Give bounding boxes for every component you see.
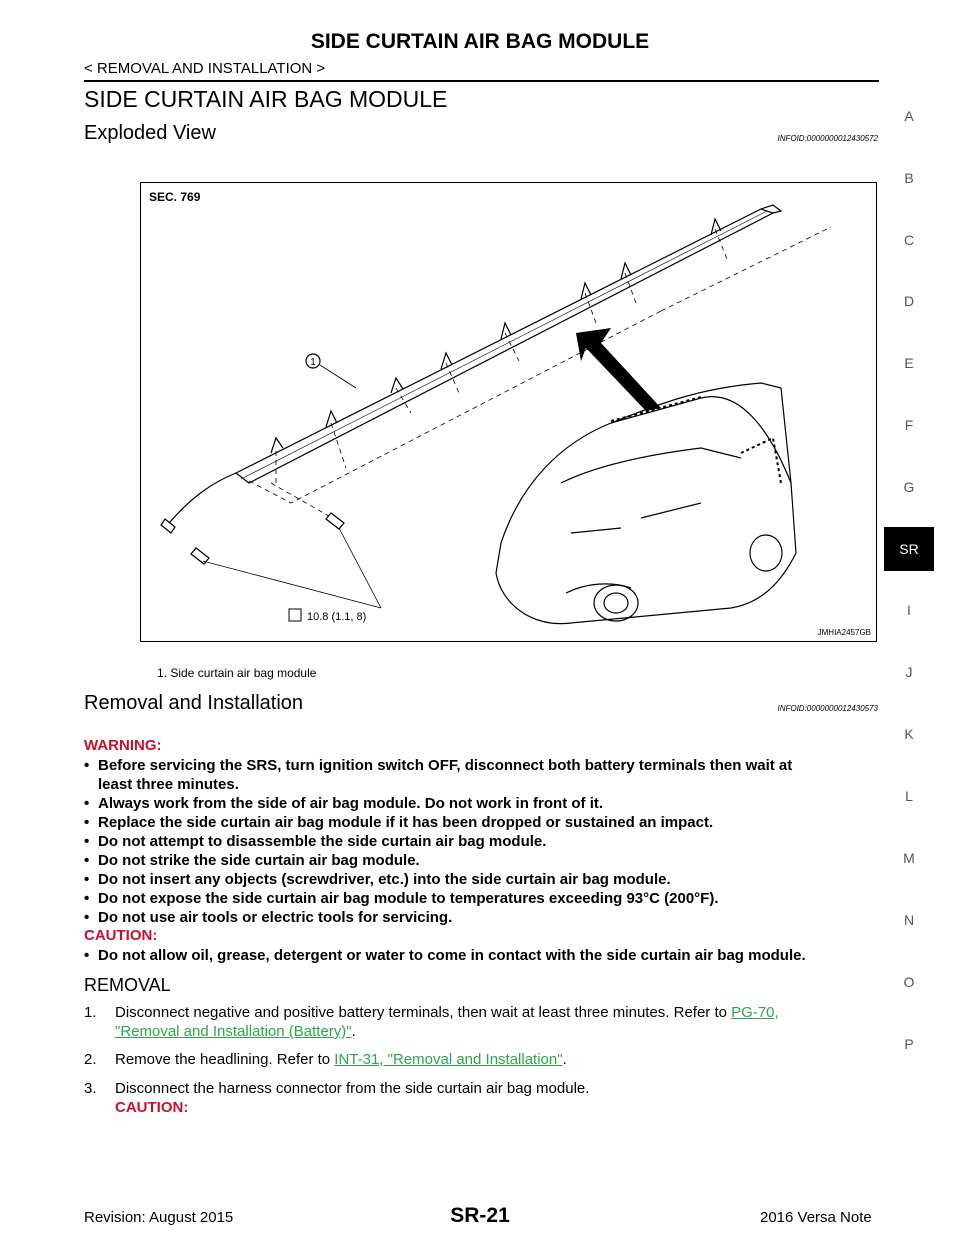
wrench-torque-icon (289, 609, 301, 621)
index-letter[interactable]: M (903, 850, 915, 866)
warning-item: • Do not attempt to disassemble the side curtain air bag module. (84, 833, 547, 850)
index-letter[interactable]: G (903, 479, 915, 495)
page-header-title: SIDE CURTAIN AIR BAG MODULE (310, 30, 650, 53)
section-title: SIDE CURTAIN AIR BAG MODULE (84, 86, 448, 112)
vehicle-outline (496, 383, 796, 624)
warning-item: • Do not expose the side curtain air bag module to temperatures exceeding 93°C (200°F). (84, 890, 719, 907)
torque-spec (289, 609, 366, 623)
warning-item: • Always work from the side of air bag module. Do not work in front of it. (84, 795, 604, 812)
warning-item: • Before servicing the SRS, turn ignition switch OFF, disconnect both battery terminals then wait at least three minutes. (84, 757, 793, 793)
figure-legend: 1. Side curtain air bag module (157, 666, 317, 680)
pointer-arrow (576, 328, 661, 411)
footer-page-number: SR-21 (450, 1204, 510, 1227)
index-letter[interactable]: L (905, 788, 913, 804)
warning-label: WARNING: (84, 737, 162, 754)
svg-text:10.8 (1.1, 8): 10.8 (1.1, 8) (307, 611, 367, 623)
index-letter[interactable]: N (903, 912, 915, 928)
index-letter[interactable]: P (904, 1036, 914, 1052)
battery-removal-link[interactable]: "Removal and Installation (Battery)" (115, 1023, 352, 1040)
removal-installation-infoid: INFOID:0000000012430573 (777, 704, 878, 713)
removal-installation-heading: Removal and Installation (84, 692, 304, 714)
removal-heading: REMOVAL (84, 975, 171, 995)
index-letter[interactable]: D (903, 293, 915, 309)
sec-label: SEC. 769 (149, 190, 201, 204)
footer-revision: Revision: August 2015 (84, 1209, 234, 1226)
caution-item: • Do not allow oil, grease, detergent or water to come in contact with the side curtain air bag module. (84, 947, 806, 964)
warning-item: • Do not insert any objects (screwdriver, etc.) into the side curtain air bag module. (84, 871, 671, 888)
footer-model: 2016 Versa Note (760, 1209, 872, 1226)
index-letter[interactable]: O (903, 974, 915, 990)
image-code: JMHIA2457GB (817, 628, 871, 637)
index-letter[interactable]: F (904, 417, 914, 433)
removal-step-2: 2. Remove the headlining. Refer to INT-31, "Removal and Installation". (84, 1051, 567, 1068)
removal-step-3: 3. Disconnect the harness connector from the side curtain air bag module. CAUTION: (84, 1079, 880, 1117)
warning-item: • Do not strike the side curtain air bag module. (84, 852, 420, 869)
int-31-link[interactable]: INT-31, "Removal and Installation" (334, 1051, 563, 1068)
breadcrumb: < REMOVAL AND INSTALLATION > (84, 60, 326, 77)
exploded-view-figure (140, 182, 877, 642)
caution-label: CAUTION: (84, 927, 158, 944)
index-letter[interactable]: B (904, 170, 914, 186)
callout-1 (306, 354, 356, 388)
index-letter[interactable]: K (904, 726, 914, 742)
header-divider (84, 80, 879, 82)
index-letter[interactable]: J (905, 664, 913, 680)
airbag-illustration (141, 183, 875, 640)
index-letter[interactable]: E (904, 355, 914, 371)
step-caution-label: CAUTION: (115, 1099, 189, 1116)
warning-item: • Replace the side curtain air bag module if it has been dropped or sustained an impact. (84, 814, 714, 831)
index-letter[interactable]: A (904, 108, 914, 124)
pg-70-link[interactable]: PG-70, (731, 1004, 779, 1021)
removal-step-1: 1. Disconnect negative and positive battery terminals, then wait at least three minutes. Refer to PG-70, "Removal and Installation (Battery)". (84, 1004, 779, 1040)
index-letter[interactable]: C (903, 232, 915, 248)
index-letter[interactable]: I (907, 602, 911, 618)
exploded-view-infoid: INFOID:0000000012430572 (777, 134, 878, 143)
index-active-tab[interactable]: SR (884, 527, 934, 571)
exploded-view-heading: Exploded View (84, 122, 216, 144)
warning-item: • Do not use air tools or electric tools for servicing. (84, 909, 453, 926)
svg-text:1: 1 (310, 357, 316, 368)
